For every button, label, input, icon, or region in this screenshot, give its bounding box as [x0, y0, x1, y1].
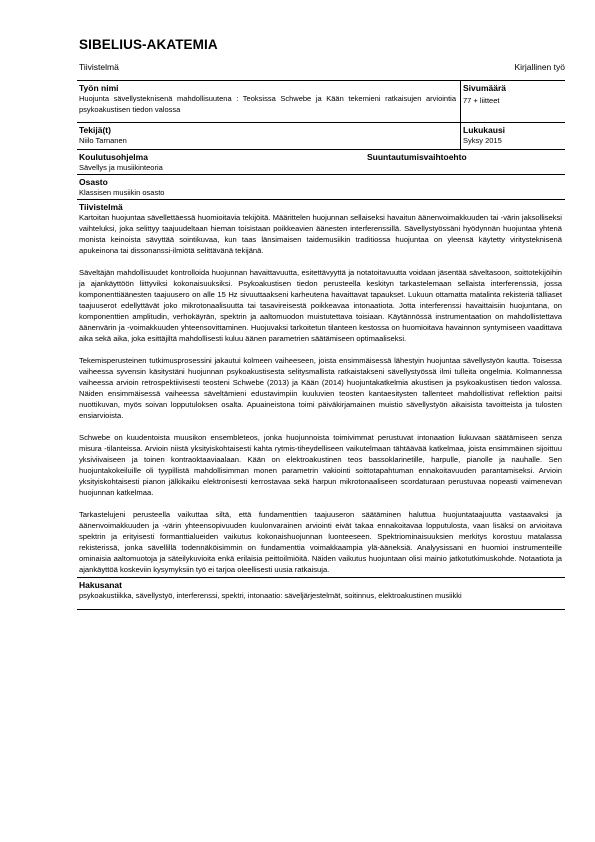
- title-label: Työn nimi: [79, 83, 119, 93]
- title-row: [77, 81, 565, 123]
- department-value: Klassisen musiikin osasto: [79, 188, 165, 197]
- program-label: Koulutusohjelma: [79, 152, 148, 162]
- author-label: Tekijä(t): [79, 125, 111, 135]
- abstract-label: Tiivistelmä: [79, 202, 123, 212]
- abstract-paragraph: Säveltäjän mahdollisuudet kontrolloida huojunnan havaittavuutta, esitettävyyttä ja notatoitavuutta voidaan jäsentää säveltasoon, soittotekijöihin ja ajankäyttöön liittyviksi kokonaisuuksiksi. Psykoakustisen tiedon perusteella keskityn tarkastelemaan sellaista interferenssiä, jossa komponenttiäänesten taajuusero on alle 15 Hz sivuuttaakseni karheutena havaittavat tapaukset. Lukuun ottamatta matalinta rekisteriä tälliaset taajuuserot edellyttävät joko mikrotonaalisuutta tai tasavireisestä poikkeavaa intonaatiota. Jotta interferenssi havaittaisiin huojuntana, on komponenttien amplitudin, verhokäyrän, spektrin ja aaltomuodon muistutettava toisiaan. Käytännössä instrumentaation on mahdollistettava äänenvärin ja -voimakkuuden yhteensovittaminen. Huojuvaksi tarkoitetun tilanteen kestossa on huomioitava havainnon syntymiseen vaadittava aika sekä aika, joka esittäjiltä mahdollisesti kuluu äänen parametrien säätämiseen optimaaliseksi.: [79, 268, 562, 343]
- department-label: Osasto: [79, 177, 108, 187]
- title-value: Huojunta sävellysteknisenä mahdollisuutena : Teoksissa Schwebe ja Kään tekemieni ratkaisujen arviointia psykoakustisen tiedon valossa: [79, 94, 456, 114]
- term-label: Lukukausi: [463, 125, 506, 135]
- work-type: Kirjallinen työ: [514, 62, 565, 72]
- keywords-row: [77, 578, 565, 609]
- abstract-paragraph: Tekemisperusteinen tutkimusprosessini jakautui kolmeen vaiheeseen, joista ensimmäisessä lähestyin huojuntaa sävellystyön kautta. Toisessa vaiheessa syvensin käsitystäni huojunnan psykoakustisesta selitysmallista ratkaistakseni sävellystyössä ilmi tulleita ongelmia. Kolmannessa vaiheessa arvioin retrospektiivisesti teosteni Schwebe (2013) ja Kään (2014) huojuntakatkelmia akustisen ja psykoakustisen tiedon valossa. Näiden ensimmäisessä vaiheessa säveltämieni edustavimpiin kuuluvien teosten kantaesitysten tallenteet mahdollistivat reflektion paitsi nuottikuvan, myös soivan lopputuloksen osalta. Apuaineistona toimi päiväkirjamainen muistio sävellystyön aikaisista tavoitteista ja tulosten ensiarvioista.: [79, 356, 562, 420]
- author-cell: [77, 123, 461, 149]
- document-subheader: [79, 62, 565, 72]
- program-cell: [77, 150, 365, 174]
- pages-value: 77 + liitteet: [463, 96, 500, 105]
- abstract-form: [77, 80, 565, 610]
- program-value: Sävellys ja musiikinteoria: [79, 163, 163, 172]
- title-cell: [77, 81, 461, 122]
- term-value: Syksy 2015: [463, 136, 502, 145]
- keywords-value: psykoakustiikka, sävellystyö, interferenssi, spektri, intonaatio: säveljärjestelmät, soitinnus, elektroakustinen musiikki: [79, 591, 462, 600]
- author-value: Niilo Tarnanen: [79, 136, 127, 145]
- keywords-label: Hakusanat: [79, 580, 122, 590]
- abstract-paragraph: Schwebe on kuudentoista muusikon ensembleteos, jonka huojunnoista toimivimmat perustuvat intonaation liukuvaan säätämiseen senza misura -tilanteissa. Arvioin niistä yksityiskohtaisesti kahta rytmis-tiheydelliseen vaikutelmaan tähtäävää katkelmaa, joista ensimmäinen sijoittuu yksiviivaiseen ja toinen kontraoktaaviaalaan. Kään on elektroakustinen teos bassoklarinetille, harpulle, pianolle ja nauhalle. Sen huojuntakokeiluille oli tyypillistä mahdollisimman monen parametrin vakiointi soittotapahtuman ennakoitavuuden parantamiseksi. Arvioin yksityiskohtaisesti pianon jälkikaiku elektronisesti kerrostavaa sekä harpun mikrotonaaliseen scordaturaan perustuvaa nopeasti vaimenevan huojunnan katkelmaa.: [79, 433, 562, 497]
- program-row: [77, 150, 565, 175]
- institution-name: SIBELIUS-AKATEMIA: [79, 37, 218, 52]
- term-cell: [461, 123, 565, 149]
- department-row: [77, 175, 565, 200]
- abstract-paragraph: Kartoitan huojuntaa sävellettäessä huomioitavia tekijöitä. Määrittelen huojunnan sellaiseksi havaitun äänenvoimakkuuden tai -värin jaksolliseksi vaihteluksi, joka selittyy taajuudeltaan hieman toisistaan poikkeavien äänesten interferenssillä. Sävellystyössäni hyödynnän huojuntaa yhtenä monista keinoista sävyttää sointikuvaa, kun taas länsimaisen taidemusiikin traditiossa huojuntaa on yleensä käytetty viritysteknisenä apukeinona tai dissonanssi-ilmiötä selittävänä tekijänä.: [79, 213, 562, 255]
- author-row: [77, 123, 565, 150]
- orientation-cell: [365, 150, 565, 174]
- abstract-row: [77, 200, 565, 578]
- orientation-label: Suuntautumisvaihtoehto: [367, 152, 467, 162]
- pages-cell: [461, 81, 565, 122]
- abstract-body: [77, 212, 565, 575]
- abstract-paragraph: Tarkastelujeni perusteella vaikuttaa siltä, että fundamenttien taajuuseron säätäminen haluttua huojuntataajuutta vastaavaksi ja äänenvoimakkuuden ja -värin yhteensopivuuden kuulonvarainen arviointi eivät takaa ennakoitavaa lopputulosta, vaan lisäksi on arvioitava spektrin ja erityisesti formanttialueiden vaikutus kokonaishuojunnan luonteeseen. Spektriominaisuuksien merkitys korostuu matalassa rekisterissä, jonka sävellillä todennäköisimmin on fundamenttia voimakkaampia ylä-ääneksiä. Analyysissani en huomioi instrumenteille ominaisia aaltomuotoja ja säteilykuvioita enkä erilaisia peittoilmiöitä. Näiden vaikutus huojuntaan olisi mainio jatkotutkimuskohde. Notaatiota ja ajankäyttöä koskeviin kysymyksiin työ ei tarjoa oleellisesti uusia ratkaisuja.: [79, 510, 562, 574]
- pages-label: Sivumäärä: [463, 83, 506, 93]
- document-type: Tiivistelmä: [79, 62, 119, 72]
